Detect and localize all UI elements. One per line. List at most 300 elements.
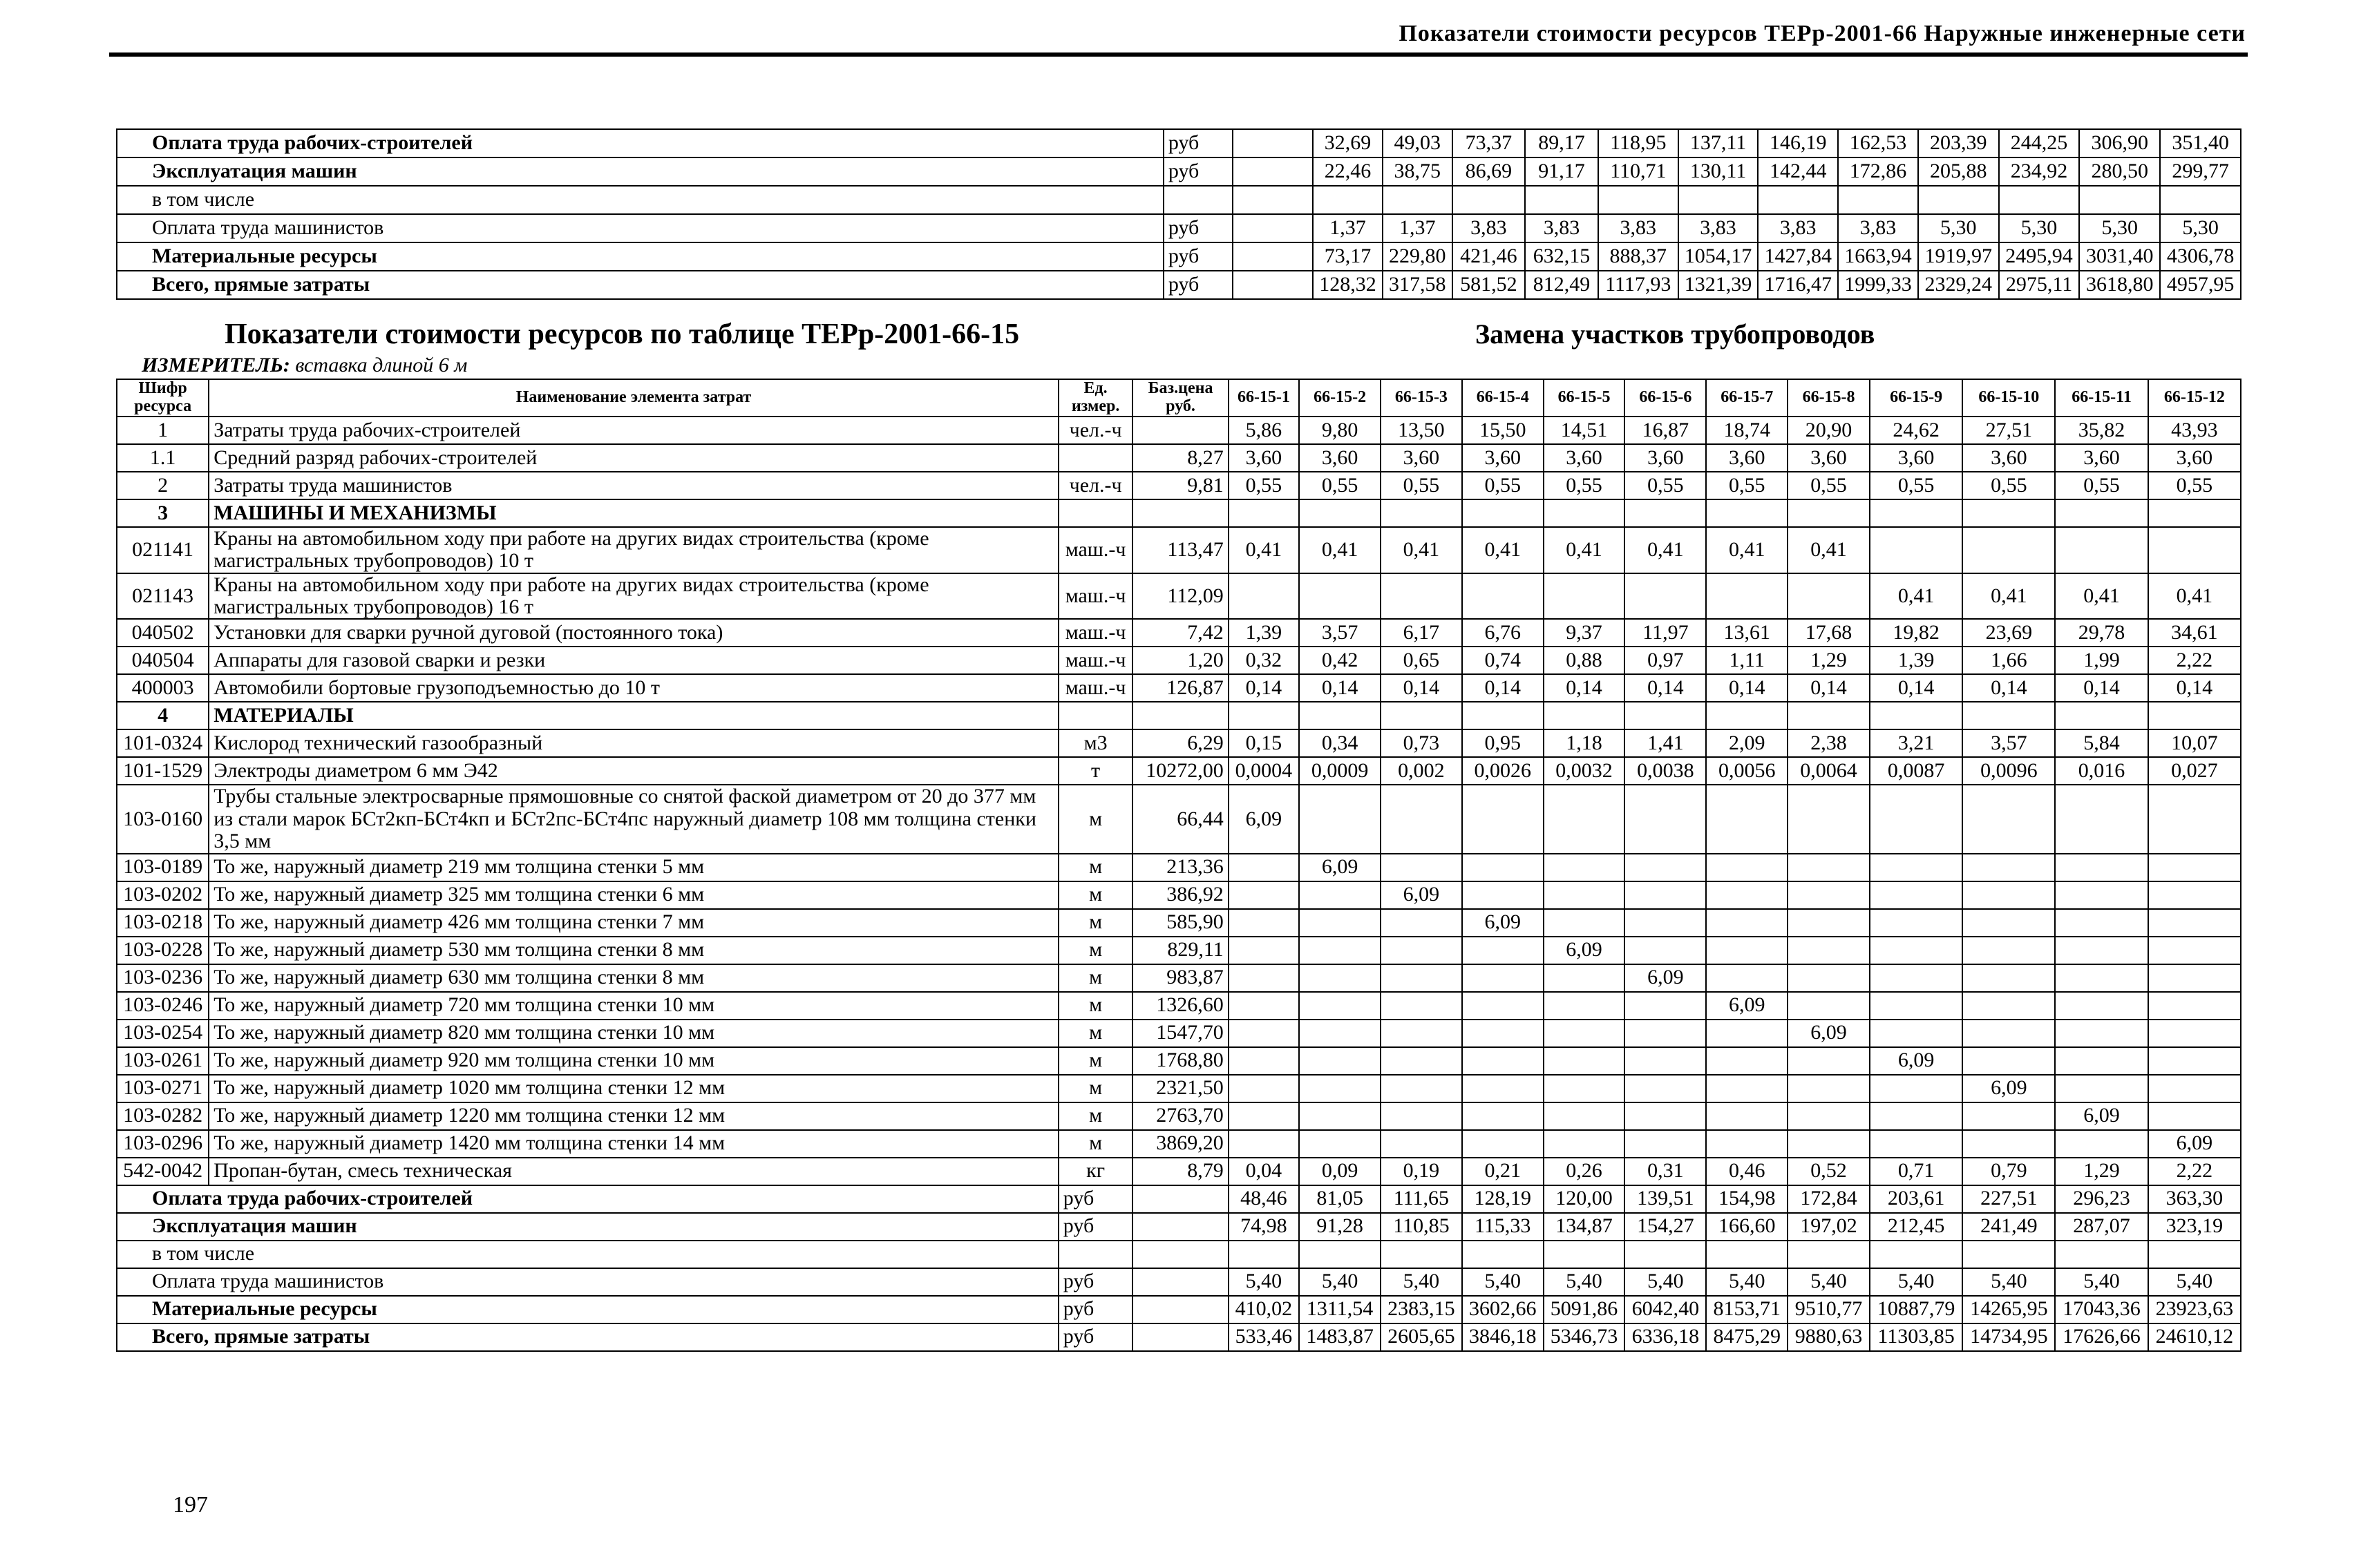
summary-row bbox=[117, 242, 2241, 271]
resource-value: 3,60 bbox=[1870, 444, 1962, 472]
resource-value: 24,62 bbox=[1870, 417, 1962, 444]
resource-value bbox=[2148, 937, 2241, 964]
resource-code: 4 bbox=[117, 702, 209, 729]
resource-value: 0,55 bbox=[1962, 472, 2055, 499]
resource-value bbox=[1788, 785, 1870, 853]
resource-value: 5,40 bbox=[1706, 1268, 1788, 1296]
resource-value bbox=[1962, 881, 2055, 909]
resource-value bbox=[1788, 702, 1870, 729]
resource-row bbox=[117, 992, 2241, 1020]
summary-value: 73,17 bbox=[1313, 242, 1383, 271]
resource-price: 1547,70 bbox=[1132, 1020, 1228, 1047]
resource-code: 103-0189 bbox=[117, 854, 209, 881]
resource-row bbox=[117, 417, 2241, 444]
resource-value: 5,40 bbox=[2148, 1268, 2241, 1296]
resource-code: 103-0296 bbox=[117, 1130, 209, 1158]
resource-value: 6,09 bbox=[1788, 1020, 1870, 1047]
resource-value: 29,78 bbox=[2055, 619, 2148, 647]
summary-label: Эксплуатация машин bbox=[117, 157, 1164, 186]
resource-value bbox=[1962, 854, 2055, 881]
resource-unit: м bbox=[1059, 1020, 1133, 1047]
resource-value bbox=[1229, 1020, 1299, 1047]
resource-value bbox=[1788, 964, 1870, 992]
resource-price: 585,90 bbox=[1132, 909, 1228, 937]
resource-value bbox=[1788, 573, 1870, 620]
resource-value: 3,60 bbox=[1544, 444, 1625, 472]
resource-value: 1,39 bbox=[1870, 647, 1962, 674]
summary-value: 130,11 bbox=[1678, 157, 1759, 186]
summary-value: 3618,80 bbox=[2079, 271, 2160, 299]
resource-unit: м bbox=[1059, 937, 1133, 964]
summary-row bbox=[117, 186, 2241, 214]
summary-value: 244,25 bbox=[1999, 129, 2080, 157]
resource-value: 0,0009 bbox=[1299, 757, 1381, 785]
summary-value: 203,39 bbox=[1918, 129, 1999, 157]
resource-value bbox=[1624, 854, 1706, 881]
resource-value: 2605,65 bbox=[1381, 1323, 1462, 1351]
resource-value: 2,22 bbox=[2148, 647, 2241, 674]
resource-value: 203,61 bbox=[1870, 1185, 1962, 1213]
resource-price: 126,87 bbox=[1132, 674, 1228, 702]
summary-value: 118,95 bbox=[1598, 129, 1678, 157]
resource-price bbox=[1132, 1241, 1228, 1268]
resource-value: 0,88 bbox=[1544, 647, 1625, 674]
resource-value: 0,14 bbox=[2055, 674, 2148, 702]
resource-value: 0,14 bbox=[1706, 674, 1788, 702]
resource-value: 24610,12 bbox=[2148, 1323, 2241, 1351]
resource-name: То же, наружный диаметр 325 мм толщина стенки 6 мм bbox=[209, 881, 1059, 909]
resource-value: 0,52 bbox=[1788, 1158, 1870, 1185]
resource-price: 3869,20 bbox=[1132, 1130, 1228, 1158]
resource-value bbox=[1381, 1102, 1462, 1130]
resource-value: 0,42 bbox=[1299, 647, 1381, 674]
resource-value: 6,17 bbox=[1381, 619, 1462, 647]
resource-row bbox=[117, 757, 2241, 785]
summary-unit: руб bbox=[1164, 242, 1233, 271]
resource-value bbox=[1706, 1130, 1788, 1158]
top-summary-body bbox=[117, 129, 2241, 299]
resource-value: 363,30 bbox=[2148, 1185, 2241, 1213]
resource-unit bbox=[1059, 1241, 1133, 1268]
resource-value bbox=[1381, 573, 1462, 620]
resource-value: 323,19 bbox=[2148, 1213, 2241, 1241]
resource-value: 0,41 bbox=[1624, 527, 1706, 573]
header-col-6: 66-15-6 bbox=[1624, 379, 1706, 417]
resource-value: 128,19 bbox=[1462, 1185, 1544, 1213]
resource-value bbox=[1381, 937, 1462, 964]
summary-value: 137,11 bbox=[1678, 129, 1759, 157]
resource-value bbox=[1299, 1047, 1381, 1075]
resource-unit: маш.-ч bbox=[1059, 647, 1133, 674]
resource-value bbox=[2055, 881, 2148, 909]
resource-value: 533,46 bbox=[1229, 1323, 1299, 1351]
summary-value: 32,69 bbox=[1313, 129, 1383, 157]
resource-value: 5,40 bbox=[2055, 1268, 2148, 1296]
page-number: 197 bbox=[173, 1492, 208, 1518]
resource-price: 9,81 bbox=[1132, 472, 1228, 499]
summary-label: Материальные ресурсы bbox=[117, 242, 1164, 271]
resource-value: 0,14 bbox=[1229, 674, 1299, 702]
resource-price: 112,09 bbox=[1132, 573, 1228, 620]
resource-value bbox=[1299, 1020, 1381, 1047]
total-row bbox=[117, 1268, 2241, 1296]
resource-value bbox=[1624, 1020, 1706, 1047]
resource-name: То же, наружный диаметр 426 мм толщина стенки 7 мм bbox=[209, 909, 1059, 937]
resource-value bbox=[1381, 702, 1462, 729]
resource-price: 6,29 bbox=[1132, 729, 1228, 757]
resource-value: 0,41 bbox=[1788, 527, 1870, 573]
resource-unit: м bbox=[1059, 854, 1133, 881]
resource-value bbox=[1706, 785, 1788, 853]
resource-value: 0,0064 bbox=[1788, 757, 1870, 785]
resource-value bbox=[2148, 1075, 2241, 1102]
resource-value bbox=[2148, 1241, 2241, 1268]
resource-name: Средний разряд рабочих-строителей bbox=[209, 444, 1059, 472]
resource-value bbox=[2055, 1241, 2148, 1268]
resource-value: 0,0056 bbox=[1706, 757, 1788, 785]
resource-value: 212,45 bbox=[1870, 1213, 1962, 1241]
resource-value bbox=[1299, 702, 1381, 729]
summary-value: 5,30 bbox=[1999, 214, 2080, 242]
total-label: Оплата труда рабочих-строителей bbox=[117, 1185, 1059, 1213]
resource-value: 0,41 bbox=[1962, 573, 2055, 620]
resource-value: 0,95 bbox=[1462, 729, 1544, 757]
resource-value bbox=[1706, 499, 1788, 527]
resource-value: 0,73 bbox=[1381, 729, 1462, 757]
resource-value: 227,51 bbox=[1962, 1185, 2055, 1213]
resource-value: 17,68 bbox=[1788, 619, 1870, 647]
resource-value bbox=[1962, 1102, 2055, 1130]
resource-value: 6,09 bbox=[1962, 1075, 2055, 1102]
resource-value bbox=[1706, 854, 1788, 881]
resource-value bbox=[1870, 1020, 1962, 1047]
resource-value bbox=[1624, 1075, 1706, 1102]
summary-value: 1427,84 bbox=[1758, 242, 1838, 271]
resource-value bbox=[1706, 573, 1788, 620]
resource-price bbox=[1132, 1296, 1228, 1323]
resource-value: 5,40 bbox=[1299, 1268, 1381, 1296]
summary-label: Оплата труда рабочих-строителей bbox=[117, 129, 1164, 157]
resource-unit: руб bbox=[1059, 1268, 1133, 1296]
header-col-2: 66-15-2 bbox=[1299, 379, 1381, 417]
resource-value: 0,41 bbox=[1381, 527, 1462, 573]
header-name: Наименование элемента затрат bbox=[209, 379, 1059, 417]
resource-price: 1,20 bbox=[1132, 647, 1228, 674]
resource-value: 0,97 bbox=[1624, 647, 1706, 674]
resource-value bbox=[2148, 1020, 2241, 1047]
resource-value: 3,60 bbox=[2148, 444, 2241, 472]
resource-value: 0,14 bbox=[1299, 674, 1381, 702]
resource-value bbox=[1544, 964, 1625, 992]
resource-value: 0,46 bbox=[1706, 1158, 1788, 1185]
resource-value: 410,02 bbox=[1229, 1296, 1299, 1323]
resource-value bbox=[1381, 1047, 1462, 1075]
resource-value bbox=[1870, 909, 1962, 937]
resource-value: 5,86 bbox=[1229, 417, 1299, 444]
summary-value bbox=[1678, 186, 1759, 214]
resource-unit: т bbox=[1059, 757, 1133, 785]
resource-code: 103-0246 bbox=[117, 992, 209, 1020]
resource-row bbox=[117, 573, 2241, 620]
resource-value bbox=[1544, 1020, 1625, 1047]
resource-value bbox=[2055, 702, 2148, 729]
resource-name: Установки для сварки ручной дуговой (постоянного тока) bbox=[209, 619, 1059, 647]
resource-code: 2 bbox=[117, 472, 209, 499]
resource-value bbox=[1870, 499, 1962, 527]
resource-value bbox=[1381, 499, 1462, 527]
resource-value: 0,0032 bbox=[1544, 757, 1625, 785]
resource-unit: м bbox=[1059, 1075, 1133, 1102]
summary-value: 3,83 bbox=[1452, 214, 1526, 242]
resource-value bbox=[1624, 992, 1706, 1020]
resource-value: 3,60 bbox=[1624, 444, 1706, 472]
summary-unit bbox=[1164, 186, 1233, 214]
resource-value: 0,04 bbox=[1229, 1158, 1299, 1185]
summary-value: 1716,47 bbox=[1758, 271, 1838, 299]
summary-value: 22,46 bbox=[1313, 157, 1383, 186]
resource-value bbox=[1706, 1047, 1788, 1075]
summary-value: 89,17 bbox=[1525, 129, 1598, 157]
resource-value bbox=[1870, 1102, 1962, 1130]
resource-value bbox=[1962, 1020, 2055, 1047]
resource-value: 2383,15 bbox=[1381, 1296, 1462, 1323]
resource-value: 0,14 bbox=[1788, 674, 1870, 702]
resource-value bbox=[2055, 499, 2148, 527]
resource-value bbox=[1962, 1130, 2055, 1158]
resource-name: То же, наружный диаметр 920 мм толщина стенки 10 мм bbox=[209, 1047, 1059, 1075]
summary-value bbox=[1452, 186, 1526, 214]
summary-value: 581,52 bbox=[1452, 271, 1526, 299]
resource-table-body bbox=[117, 417, 2241, 1351]
summary-value: 3,83 bbox=[1525, 214, 1598, 242]
summary-value: 3,83 bbox=[1758, 214, 1838, 242]
resource-row bbox=[117, 527, 2241, 573]
resource-value: 287,07 bbox=[2055, 1213, 2148, 1241]
resource-value: 0,09 bbox=[1299, 1158, 1381, 1185]
resource-value bbox=[1624, 1130, 1706, 1158]
resource-value bbox=[1870, 527, 1962, 573]
resource-value bbox=[1624, 1241, 1706, 1268]
resource-unit: м bbox=[1059, 1102, 1133, 1130]
resource-value bbox=[1229, 881, 1299, 909]
resource-value: 0,0096 bbox=[1962, 757, 2055, 785]
resource-value bbox=[1381, 854, 1462, 881]
resource-name: Затраты труда рабочих-строителей bbox=[209, 417, 1059, 444]
resource-value bbox=[1870, 1075, 1962, 1102]
resource-value bbox=[1299, 1075, 1381, 1102]
resource-unit: чел.-ч bbox=[1059, 472, 1133, 499]
resource-value: 81,05 bbox=[1299, 1185, 1381, 1213]
resource-value: 0,14 bbox=[1870, 674, 1962, 702]
resource-value: 0,0038 bbox=[1624, 757, 1706, 785]
resource-value bbox=[1544, 854, 1625, 881]
resource-value bbox=[1544, 1102, 1625, 1130]
resource-name: Кислород технический газообразный bbox=[209, 729, 1059, 757]
resource-value: 0,016 bbox=[2055, 757, 2148, 785]
resource-value: 0,55 bbox=[1462, 472, 1544, 499]
resource-value bbox=[1229, 499, 1299, 527]
resource-value bbox=[1462, 964, 1544, 992]
resource-value: 5,40 bbox=[1544, 1268, 1625, 1296]
resource-value: 0,34 bbox=[1299, 729, 1381, 757]
resource-value bbox=[1788, 1075, 1870, 1102]
header-col-9: 66-15-9 bbox=[1870, 379, 1962, 417]
resource-row bbox=[117, 937, 2241, 964]
resource-value bbox=[1624, 785, 1706, 853]
resource-value: 6,09 bbox=[2148, 1130, 2241, 1158]
resource-value: 0,65 bbox=[1381, 647, 1462, 674]
resource-value: 3,57 bbox=[1962, 729, 2055, 757]
resource-value: 8153,71 bbox=[1706, 1296, 1788, 1323]
summary-value bbox=[1918, 186, 1999, 214]
resource-price bbox=[1132, 702, 1228, 729]
resource-value: 27,51 bbox=[1962, 417, 2055, 444]
summary-value bbox=[1838, 186, 1918, 214]
resource-value: 1,29 bbox=[2055, 1158, 2148, 1185]
resource-value: 1311,54 bbox=[1299, 1296, 1381, 1323]
resource-value bbox=[1229, 1241, 1299, 1268]
resource-price: 8,79 bbox=[1132, 1158, 1228, 1185]
summary-value: 4957,95 bbox=[2160, 271, 2241, 299]
resource-value: 0,55 bbox=[2148, 472, 2241, 499]
resource-unit: руб bbox=[1059, 1323, 1133, 1351]
resource-value bbox=[1624, 1102, 1706, 1130]
resource-value: 5,40 bbox=[1870, 1268, 1962, 1296]
resource-value bbox=[1706, 964, 1788, 992]
resource-code: 103-0202 bbox=[117, 881, 209, 909]
resource-value bbox=[2055, 527, 2148, 573]
resource-value: 0,027 bbox=[2148, 757, 2241, 785]
summary-value: 110,71 bbox=[1598, 157, 1678, 186]
resource-row bbox=[117, 729, 2241, 757]
resource-value bbox=[2055, 909, 2148, 937]
resource-value bbox=[1462, 785, 1544, 853]
resource-value bbox=[1870, 1241, 1962, 1268]
resource-row bbox=[117, 909, 2241, 937]
resource-value: 17043,36 bbox=[2055, 1296, 2148, 1323]
resource-code: 542-0042 bbox=[117, 1158, 209, 1185]
summary-value: 86,69 bbox=[1452, 157, 1526, 186]
top-summary-table bbox=[116, 128, 2241, 300]
summary-value: 5,30 bbox=[2079, 214, 2160, 242]
resource-value bbox=[2148, 499, 2241, 527]
resource-value bbox=[1870, 702, 1962, 729]
resource-value: 5346,73 bbox=[1544, 1323, 1625, 1351]
resource-value bbox=[2148, 854, 2241, 881]
resource-value bbox=[1624, 499, 1706, 527]
resource-value bbox=[1706, 937, 1788, 964]
resource-value: 5,40 bbox=[1381, 1268, 1462, 1296]
resource-value bbox=[1788, 499, 1870, 527]
resource-price: 7,42 bbox=[1132, 619, 1228, 647]
resource-value: 154,98 bbox=[1706, 1185, 1788, 1213]
resource-code: 103-0271 bbox=[117, 1075, 209, 1102]
resource-value: 0,0004 bbox=[1229, 757, 1299, 785]
summary-value: 91,17 bbox=[1525, 157, 1598, 186]
resource-value: 0,41 bbox=[1870, 573, 1962, 620]
resource-value: 0,55 bbox=[1706, 472, 1788, 499]
resource-value: 0,55 bbox=[1870, 472, 1962, 499]
summary-value: 3,83 bbox=[1838, 214, 1918, 242]
resource-value: 5,40 bbox=[1962, 1268, 2055, 1296]
resource-code: 103-0282 bbox=[117, 1102, 209, 1130]
resource-value: 2,09 bbox=[1706, 729, 1788, 757]
resource-value: 11303,85 bbox=[1870, 1323, 1962, 1351]
summary-price bbox=[1233, 271, 1313, 299]
resource-code: 040502 bbox=[117, 619, 209, 647]
resource-unit: руб bbox=[1059, 1185, 1133, 1213]
resource-value bbox=[1962, 992, 2055, 1020]
resource-row bbox=[117, 1075, 2241, 1102]
resource-value bbox=[1229, 992, 1299, 1020]
resource-value bbox=[1462, 992, 1544, 1020]
summary-value: 1321,39 bbox=[1678, 271, 1759, 299]
summary-unit: руб bbox=[1164, 129, 1233, 157]
resource-value: 1,18 bbox=[1544, 729, 1625, 757]
resource-value bbox=[2055, 1075, 2148, 1102]
resource-code: 040504 bbox=[117, 647, 209, 674]
resource-value: 0,55 bbox=[1299, 472, 1381, 499]
resource-unit: руб bbox=[1059, 1296, 1133, 1323]
resource-value bbox=[1962, 499, 2055, 527]
resource-value: 154,27 bbox=[1624, 1213, 1706, 1241]
header-col-8: 66-15-8 bbox=[1788, 379, 1870, 417]
summary-value: 1,37 bbox=[1383, 214, 1452, 242]
resource-price: 2321,50 bbox=[1132, 1075, 1228, 1102]
resource-value: 2,22 bbox=[2148, 1158, 2241, 1185]
resource-value: 3,60 bbox=[1706, 444, 1788, 472]
resource-value: 166,60 bbox=[1706, 1213, 1788, 1241]
resource-name: То же, наружный диаметр 820 мм толщина стенки 10 мм bbox=[209, 1020, 1059, 1047]
resource-row bbox=[117, 647, 2241, 674]
resource-price: 386,92 bbox=[1132, 881, 1228, 909]
resource-unit: кг bbox=[1059, 1158, 1133, 1185]
resource-value: 0,0026 bbox=[1462, 757, 1544, 785]
header-col-3: 66-15-3 bbox=[1381, 379, 1462, 417]
table-title: Показатели стоимости ресурсов по таблице ТЕРр-2001-66-15 bbox=[225, 318, 1020, 350]
summary-value: 306,90 bbox=[2079, 129, 2160, 157]
resource-value bbox=[1706, 1020, 1788, 1047]
resource-value bbox=[1962, 527, 2055, 573]
resource-value: 1,11 bbox=[1706, 647, 1788, 674]
resource-value bbox=[1962, 964, 2055, 992]
resource-value bbox=[1544, 992, 1625, 1020]
total-row bbox=[117, 1213, 2241, 1241]
measure-line bbox=[142, 354, 467, 377]
total-label: Всего, прямые затраты bbox=[117, 1323, 1059, 1351]
resource-value bbox=[1299, 785, 1381, 853]
resource-price: 66,44 bbox=[1132, 785, 1228, 853]
resource-value: 3,21 bbox=[1870, 729, 1962, 757]
resource-value bbox=[1962, 785, 2055, 853]
resource-value bbox=[1962, 702, 2055, 729]
header-col-12: 66-15-12 bbox=[2148, 379, 2241, 417]
resource-value bbox=[1299, 937, 1381, 964]
resource-code: 1.1 bbox=[117, 444, 209, 472]
resource-value bbox=[1299, 881, 1381, 909]
resource-value: 5,40 bbox=[1788, 1268, 1870, 1296]
resource-value bbox=[1962, 1047, 2055, 1075]
resource-code: 101-1529 bbox=[117, 757, 209, 785]
resource-value: 9880,63 bbox=[1788, 1323, 1870, 1351]
resource-value bbox=[1229, 1047, 1299, 1075]
resource-value bbox=[1229, 1130, 1299, 1158]
summary-value: 2495,94 bbox=[1999, 242, 2080, 271]
resource-price: 113,47 bbox=[1132, 527, 1228, 573]
resource-value bbox=[1788, 992, 1870, 1020]
resource-value: 10,07 bbox=[2148, 729, 2241, 757]
resource-value: 0,26 bbox=[1544, 1158, 1625, 1185]
